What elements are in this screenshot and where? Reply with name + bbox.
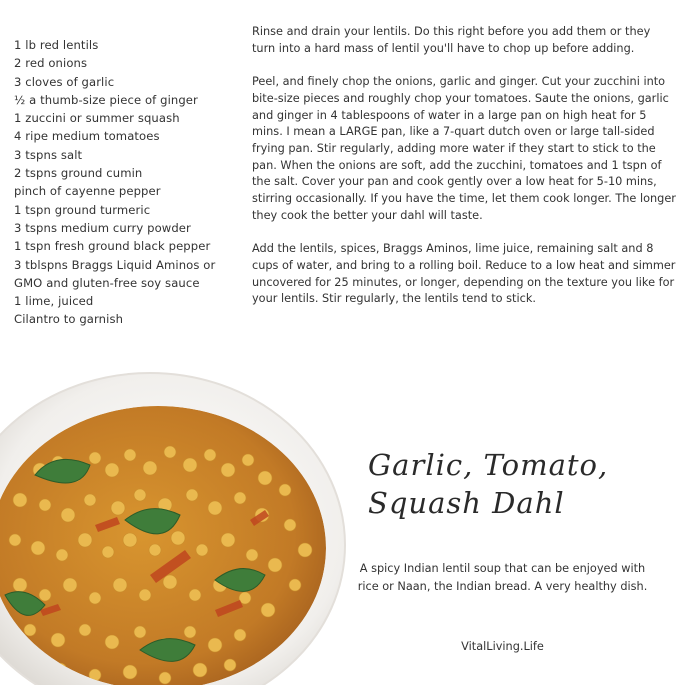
- ingredient-item: pinch of cayenne pepper: [14, 184, 161, 199]
- ingredient-item: 1 lb red lentils: [14, 38, 99, 52]
- soup: [0, 406, 326, 685]
- ingredient-item: 3 cloves of garlic: [14, 74, 115, 89]
- ingredient-item: 2 red onions: [14, 56, 88, 71]
- ingredient-item: 4 ripe medium tomatoes: [14, 129, 160, 144]
- brand-label: VitalLiving.Life: [461, 640, 544, 653]
- ingredient-item: GMO and gluten-free soy sauce: [14, 275, 200, 290]
- recipe-description: A spicy Indian lentil soup that can be enjoyed with rice or Naan, the Indian bread. A very healthy dish.: [357, 562, 648, 593]
- bowl: [0, 373, 345, 685]
- recipe-title: [368, 446, 668, 522]
- ingredient-item: 1 zuccini or summer squash: [14, 111, 180, 126]
- instruction-paragraph: Peel, and finely chop the onions, garlic and ginger. Cut your zucchini into bite-size pieces and roughly chop your tomatoes. Saute the onions, garlic and ginger in 4 tablespoons of water in a large pan on high heat for 5 mins. I mean a LARGE pan, like a 7-quart dutch oven or large tall-sided frying pan. Stir regularly, adding more water if they start to stick to the pan. When the onions are soft, add the zucchini, tomatoes and 1 tspn of the salt. Cover your pan and cook gently over a low heat for 5-10 mins, stirring occasionally. If you have the time, let them cook longer. The longer they cook the better your dahl will taste.: [252, 75, 676, 222]
- ingredient-item: 1 tspn fresh ground black pepper: [14, 239, 211, 254]
- ingredient-item: 3 tspns medium curry powder: [14, 220, 191, 235]
- ingredients-list: [14, 36, 249, 329]
- ingredient-item: 1 lime, juiced: [14, 294, 94, 309]
- ingredient-item: 3 tspns salt: [14, 147, 83, 162]
- ingredient-item: 2 tspns ground cumin: [14, 166, 143, 181]
- ingredient-item: ½ a thumb-size piece of ginger: [14, 92, 198, 107]
- ingredient-item: Cilantro to garnish: [14, 312, 124, 327]
- instructions: [252, 24, 676, 325]
- instruction-paragraph: Add the lentils, spices, Braggs Aminos, lime juice, remaining salt and 8 cups of water, and bring to a rolling boil. Reduce to a low heat and simmer uncovered for 25 minutes, or longer, depending on the texture you like for your lentils. Stir regularly, the lentils tend to stick.: [252, 242, 676, 306]
- ingredient-item: 1 tspn ground turmeric: [14, 202, 151, 217]
- instruction-paragraph: Rinse and drain your lentils. Do this right before you add them or they turn into a hard mass of lentil you'll have to chop up before adding.: [252, 25, 651, 55]
- ingredient-item: 3 tblspns Braggs Liquid Aminos or: [14, 257, 216, 272]
- title-line: Squash Dahl: [368, 486, 565, 520]
- title-line: Garlic, Tomato,: [368, 448, 609, 482]
